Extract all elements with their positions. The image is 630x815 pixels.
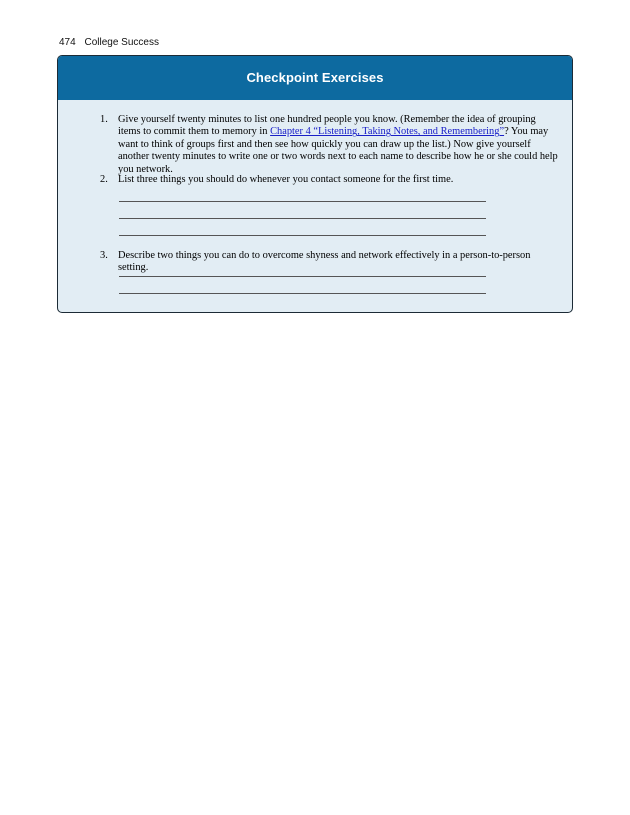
exercise-number: 1. [100,114,108,125]
checkpoint-exercises-box [57,55,573,313]
answer-line[interactable] [119,201,486,202]
page-number: 474 [59,37,76,48]
exercise-text: List three things you should do whenever you contact someone for the first time. [118,174,454,185]
box-title: Checkpoint Exercises [246,69,384,85]
answer-line[interactable] [119,235,486,236]
exercise-text-part: ? You may want to think of groups first and then see how quickly you can draw up the list.) Now give yourself another twenty minutes to write one or two words next to each name to describe how he or she could help you network. [118,126,558,175]
exercise-number: 3. [100,250,108,261]
running-header [59,37,159,48]
answer-line[interactable] [119,276,486,277]
exercise-number: 2. [100,174,108,185]
answer-line[interactable] [119,218,486,219]
chapter-4-link[interactable]: Chapter 4 “Listening, Taking Notes, and Remembering” [270,126,505,138]
exercise-text [118,114,558,176]
book-title: College Success [84,37,159,48]
exercise-text-part: Give yourself twenty minutes to list one hundred people you know. (Remember the idea of grouping items to commit them to memory in [118,114,536,138]
exercise-text: Describe two things you can do to overcome shyness and network effectively in a person-to-person setting. [118,250,531,274]
box-header [57,55,573,100]
answer-line[interactable] [119,293,486,294]
